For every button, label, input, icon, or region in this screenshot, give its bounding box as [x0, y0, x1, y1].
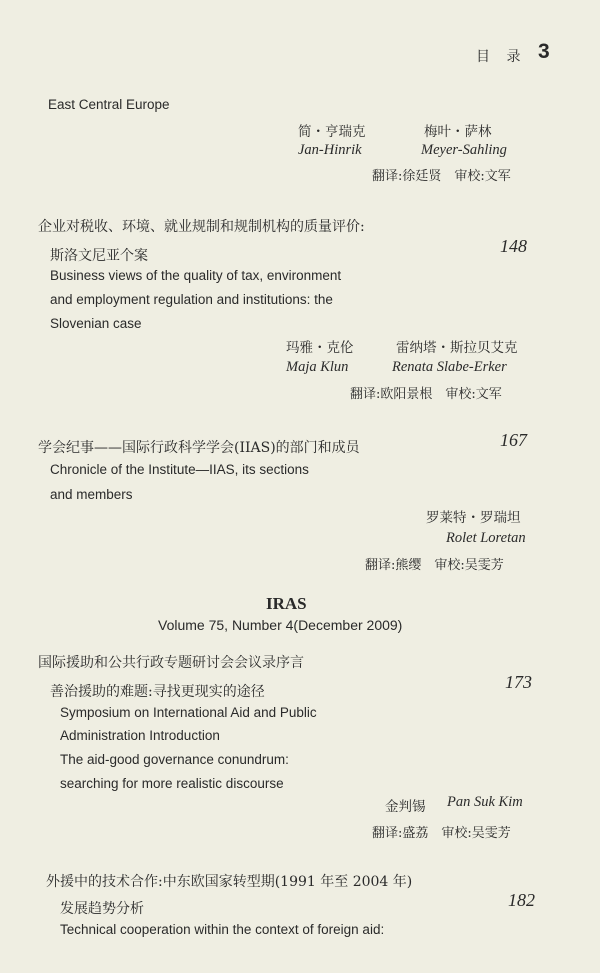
entry-subtitle-zh: 善治援助的难题:寻找更现实的途径	[50, 684, 265, 700]
entry-title-zh: 企业对税收、环境、就业规制和规制机构的质量评价:	[38, 219, 365, 235]
entry-title-en-line: Symposium on International Aid and Public	[60, 705, 317, 720]
page-number: 3	[538, 40, 550, 63]
translator-credit: 翻译:盛荔 审校:吴雯芳	[372, 826, 511, 841]
author-en-2: Meyer-Sahling	[421, 142, 507, 158]
author-zh: 罗莱特・罗瑞坦	[426, 510, 521, 526]
entry-title-en-line: Chronicle of the Institute—IIAS, its sections	[50, 462, 309, 477]
entry-page-number: 148	[500, 236, 527, 256]
entry-title-en-line: Slovenian case	[50, 316, 142, 331]
translator-credit: 翻译:欧阳景根 审校:文军	[350, 387, 502, 402]
entry-subtitle-zh: 发展趋势分析	[60, 901, 144, 917]
author-zh-2: 雷纳塔・斯拉贝艾克	[396, 340, 518, 356]
entry-title-en-tail: East Central Europe	[48, 97, 170, 112]
author-en: Pan Suk Kim	[447, 794, 523, 810]
entry-page-number: 167	[500, 430, 527, 450]
entry-title-zh: 外援中的技术合作:中东欧国家转型期(1991 年至 2004 年)	[46, 874, 413, 890]
author-zh: 金判锡	[385, 799, 426, 815]
entry-title-en-line: The aid-good governance conundrum:	[60, 752, 289, 767]
entry-title-en-line: and employment regulation and institutions: the	[50, 292, 333, 307]
entry-subtitle-zh: 斯洛文尼亚个案	[50, 248, 148, 264]
entry-title-en-line: Administration Introduction	[60, 728, 220, 743]
author-zh-2: 梅叶・萨林	[424, 124, 492, 140]
entry-page-number: 173	[505, 672, 532, 692]
translator-credit: 翻译:熊缨 审校:吴雯芳	[365, 558, 504, 573]
entry-title-zh: 学会纪事——国际行政科学学会(IIAS)的部门和成员	[38, 440, 360, 456]
entry-title-en-line: Business views of the quality of tax, environment	[50, 268, 342, 283]
entry-title-zh: 国际援助和公共行政专题研讨会会议录序言	[38, 655, 304, 671]
entry-title-en-line: and members	[50, 487, 133, 502]
translator-credit: 翻译:徐廷贤 审校:文军	[372, 169, 511, 184]
author-zh-1: 简・亨瑞克	[298, 124, 366, 140]
journal-heading: IRAS	[266, 594, 307, 613]
running-header-label: 目 录	[476, 49, 527, 65]
entry-title-en-line: Technical cooperation within the context of foreign aid:	[60, 922, 385, 937]
author-zh-1: 玛雅・克伦	[286, 340, 354, 356]
author-en: Rolet Loretan	[446, 530, 526, 546]
author-en-2: Renata Slabe-Erker	[392, 359, 507, 375]
author-en-1: Maja Klun	[286, 359, 349, 375]
volume-heading: Volume 75, Number 4(December 2009)	[158, 617, 403, 633]
author-en-1: Jan-Hinrik	[298, 142, 362, 158]
entry-title-en-line: searching for more realistic discourse	[60, 776, 284, 791]
entry-page-number: 182	[508, 890, 535, 910]
